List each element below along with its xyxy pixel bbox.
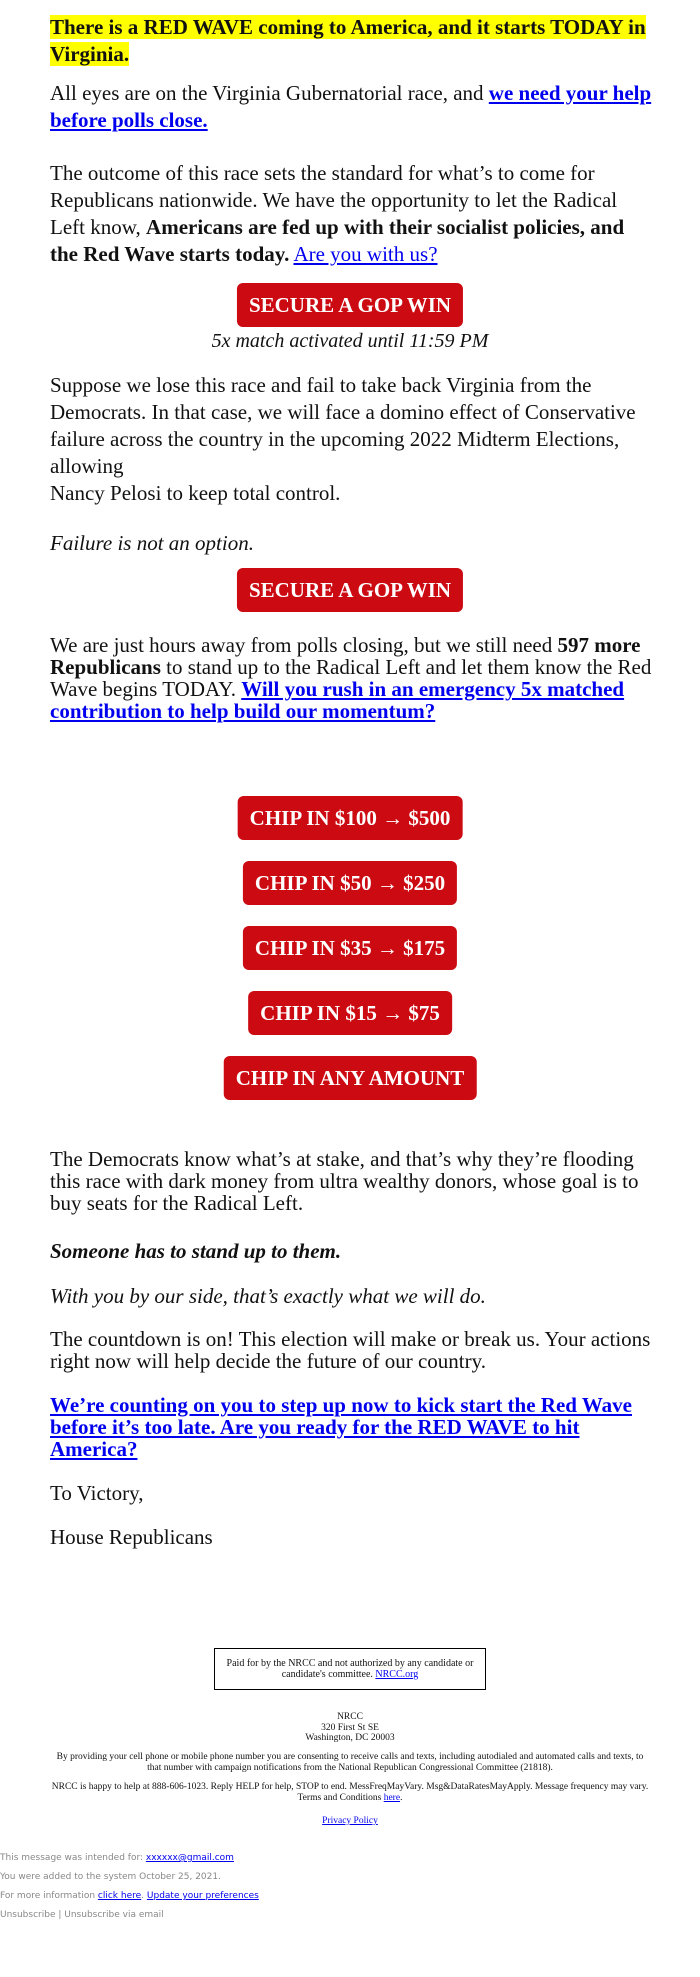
consent-text: By providing your cell phone or mobile phone number you are consenting to receive calls and texts, including autodialed and automated calls and texts, to that number with campaign notifications from the National Republican Congressional Committee (21818). [56, 1752, 644, 1773]
address: NRCC 320 First St SE Washington, DC 20003 [305, 1712, 395, 1743]
signoff: To Victory, [50, 1481, 144, 1505]
privacy-policy-link[interactable]: Privacy Policy [322, 1816, 378, 1826]
are-you-with-us-link[interactable]: Are you with us? [293, 242, 438, 266]
countdown-paragraph: The countdown is on! This election will make or break us. Your actions right now will help decide the future of our country. [50, 1327, 651, 1373]
chip-in-15-button[interactable]: CHIP IN $15 → $75 [248, 991, 452, 1035]
email-link[interactable]: xxxxxx@gmail.com [145, 1853, 234, 1863]
red-wave-paragraph [50, 1394, 656, 1460]
click-here-link[interactable]: click here [97, 1891, 142, 1901]
terms-link[interactable]: here [383, 1792, 401, 1803]
by-our-side-line: With you by our side, that’s exactly what we will do. [50, 1284, 486, 1308]
nrcc-link[interactable]: NRCC.org [375, 1669, 419, 1680]
intro-paragraph: All eyes are on the Virginia Gubernatorial race, and we need your help before polls close. [50, 81, 652, 132]
chip-in-100-button[interactable]: CHIP IN $100 → $500 [238, 796, 463, 840]
headline: There is a RED WAVE coming to America, and it starts TODAY in Virginia. [50, 15, 646, 66]
outcome-paragraph: The outcome of this race sets the standard for what’s to come for Republicans nationwide. We have the opportunity to let the Radical Left know, Americans are fed up with their socialist policies, and the Red Wave starts today. Are you with us? [50, 161, 625, 266]
red-wave-link[interactable]: We’re counting on you to step up now to kick start the Red Wave before it’s too late. Are you ready for the RED WAVE to hit America? [50, 1393, 633, 1461]
secure-gop-win-button[interactable]: SECURE A GOP WIN [237, 283, 463, 327]
chip-in-any-amount-button[interactable]: CHIP IN ANY AMOUNT [224, 1056, 477, 1100]
paid-for-disclaimer: Paid for by the NRCC and not authorized by any candidate or candidate's committee. NRCC.org [214, 1648, 486, 1690]
unsubscribe-link[interactable]: Unsubscribe [0, 1910, 56, 1920]
hours-away-paragraph: We are just hours away from polls closing, but we still need 597 more Republicans to stand up to the Radical Left and let them know the Red Wave begins TODAY. Will you rush in an emergency 5x matched contribution to help build our momentum? [50, 633, 652, 723]
match-note: 5x match activated until 11:59 PM [211, 330, 489, 352]
democrats-paragraph: The Democrats know what’s at stake, and that’s why they’re flooding this race with dark money from ultra wealthy donors, whose goal is to buy seats for the Radical Left. [50, 1147, 639, 1215]
unsubscribe-email-link[interactable]: Unsubscribe via email [64, 1910, 164, 1920]
stand-up-line: Someone has to stand up to them. [50, 1239, 342, 1263]
chip-in-35-button[interactable]: CHIP IN $35 → $175 [243, 926, 457, 970]
footer: This message was intended for: xxxxxx@gmail.com You were added to the system October 25, 2021. For more information click here. Update your preferences Unsubscribe | Unsubscribe via email [0, 1853, 259, 1920]
emergency-contribution-link[interactable]: Will you rush in an emergency 5x matched contribution to help build our momentum? [50, 677, 625, 723]
help-text: NRCC is happy to help at 888-606-1023. Reply HELP for help, STOP to end. MessFreqMayVary. Msg&DataRatesMayApply. Message frequency may vary. Terms and Conditions here. [51, 1782, 649, 1803]
suppose-paragraph: Suppose we lose this race and fail to take back Virginia from the Democrats. In that case, we will face a domino effect of Conservative failure across the country in the upcoming 2022 Midterm Elections, allowing Nancy Pelosi to keep total control. [50, 373, 636, 505]
secure-gop-win-button-2[interactable]: SECURE A GOP WIN [237, 568, 463, 612]
failure-line: Failure is not an option. [50, 531, 254, 555]
update-preferences-link[interactable]: Update your preferences [146, 1891, 259, 1901]
signature: House Republicans [50, 1525, 213, 1549]
chip-in-50-button[interactable]: CHIP IN $50 → $250 [243, 861, 457, 905]
help-link[interactable]: we need your help before polls close. [50, 81, 652, 132]
